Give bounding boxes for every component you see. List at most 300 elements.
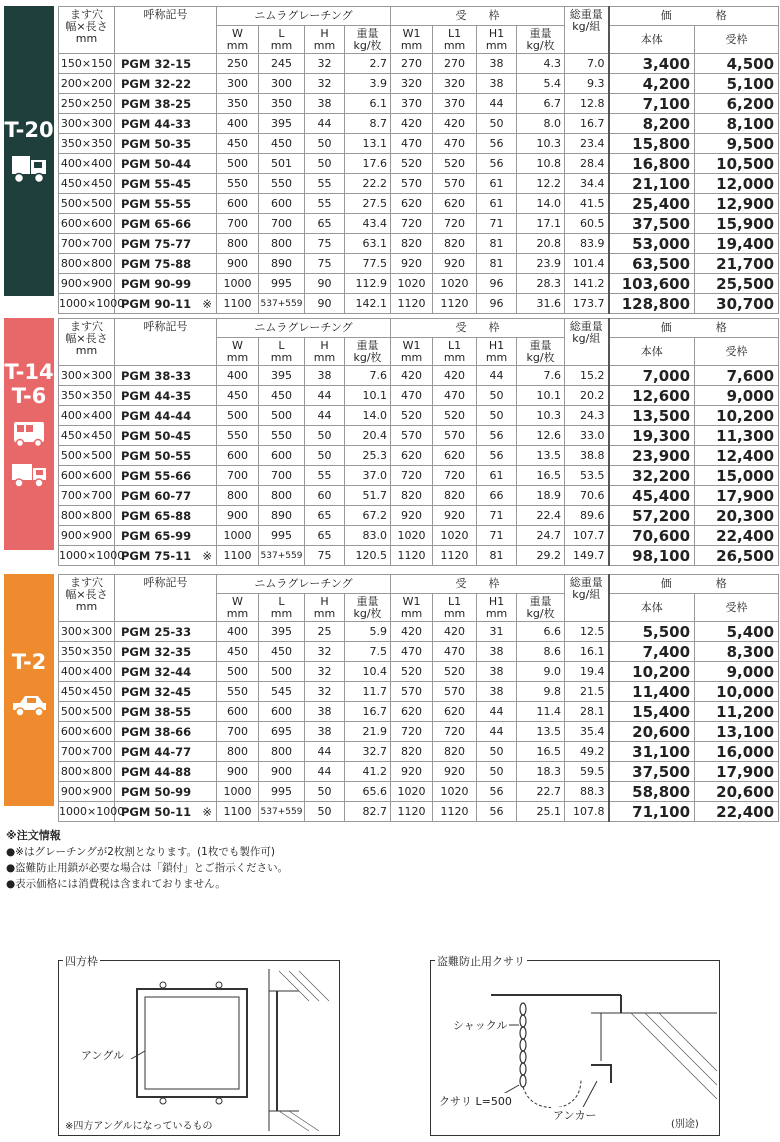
frame-price-cell: 5,400 — [695, 622, 779, 642]
length-cell: 300 — [259, 74, 305, 94]
frame-height-cell: 96 — [477, 274, 517, 294]
length-cell: 245 — [259, 54, 305, 74]
width-cell: 500 — [217, 154, 259, 174]
height-cell: 65 — [305, 506, 345, 526]
height-cell: 55 — [305, 174, 345, 194]
header-grating: ニムラグレーチング — [217, 7, 391, 26]
weight-cell: 16.7 — [345, 702, 391, 722]
hole-size-cell: 700×700 — [59, 234, 115, 254]
header-l1: L1 mm — [433, 338, 477, 366]
frame-width-cell: 520 — [391, 662, 433, 682]
total-weight-cell: 16.1 — [565, 642, 609, 662]
width-cell: 800 — [217, 486, 259, 506]
frame-weight-cell: 4.3 — [517, 54, 565, 74]
frame-length-cell: 370 — [433, 94, 477, 114]
length-cell: 500 — [259, 406, 305, 426]
frame-width-cell: 420 — [391, 114, 433, 134]
hole-size-cell: 350×350 — [59, 134, 115, 154]
frame-length-cell: 620 — [433, 446, 477, 466]
weight-cell: 8.7 — [345, 114, 391, 134]
table-row — [59, 642, 779, 662]
product-code-cell — [115, 546, 217, 566]
width-cell: 700 — [217, 214, 259, 234]
frame-length-cell: 1120 — [433, 546, 477, 566]
load-class-label: T-14 T-6 — [4, 360, 54, 408]
header-code: 呼称記号 — [115, 7, 217, 54]
width-cell: 1000 — [217, 526, 259, 546]
product-code: PGM 44-33 — [121, 116, 192, 131]
frame-height-cell: 44 — [477, 702, 517, 722]
body-price-cell: 13,500 — [609, 406, 695, 426]
total-weight-cell: 38.8 — [565, 446, 609, 466]
notes-title: ※注文情報 — [6, 829, 61, 842]
table-row — [59, 154, 779, 174]
frame-weight-cell: 10.8 — [517, 154, 565, 174]
frame-price-cell: 9,000 — [695, 662, 779, 682]
weight-cell: 27.5 — [345, 194, 391, 214]
total-weight-cell: 59.5 — [565, 762, 609, 782]
table-row — [59, 702, 779, 722]
total-weight-cell: 21.5 — [565, 682, 609, 702]
total-weight-cell: 101.4 — [565, 254, 609, 274]
hole-size-cell: 700×700 — [59, 742, 115, 762]
frame-width-cell: 720 — [391, 722, 433, 742]
table-row — [59, 466, 779, 486]
body-price-cell: 21,100 — [609, 174, 695, 194]
header-h1: H1 mm — [477, 338, 517, 366]
header-body-price: 本体 — [609, 338, 695, 366]
height-cell: 50 — [305, 446, 345, 466]
total-weight-cell: 20.2 — [565, 386, 609, 406]
width-cell: 450 — [217, 134, 259, 154]
product-code-cell — [115, 366, 217, 386]
frame-length-cell: 1020 — [433, 782, 477, 802]
frame-price-cell: 11,300 — [695, 426, 779, 446]
body-price-cell: 19,300 — [609, 426, 695, 446]
header-hole-size: ます穴 幅×長さ mm — [59, 319, 115, 366]
body-price-cell: 71,100 — [609, 802, 695, 822]
frame-width-cell: 1020 — [391, 526, 433, 546]
total-weight-cell: 15.2 — [565, 366, 609, 386]
frame-weight-cell: 28.3 — [517, 274, 565, 294]
frame-height-cell: 61 — [477, 194, 517, 214]
height-cell: 44 — [305, 114, 345, 134]
hole-size-cell: 300×300 — [59, 366, 115, 386]
load-class-bar — [4, 318, 54, 550]
weight-cell: 14.0 — [345, 406, 391, 426]
frame-caption: ※四方アングルになっているもの — [63, 1117, 214, 1132]
frame-price-cell: 12,400 — [695, 446, 779, 466]
width-cell: 550 — [217, 426, 259, 446]
weight-cell: 32.7 — [345, 742, 391, 762]
frame-weight-cell: 8.6 — [517, 642, 565, 662]
frame-weight-cell: 10.1 — [517, 386, 565, 406]
product-code: PGM 55-55 — [121, 196, 192, 211]
product-code-cell — [115, 426, 217, 446]
header-code: 呼称記号 — [115, 575, 217, 622]
hole-size-cell: 350×350 — [59, 386, 115, 406]
hole-size-cell: 900×900 — [59, 274, 115, 294]
height-cell: 44 — [305, 386, 345, 406]
frame-weight-cell: 10.3 — [517, 406, 565, 426]
product-code-cell — [115, 114, 217, 134]
frame-weight-cell: 12.6 — [517, 426, 565, 446]
body-price-cell: 4,200 — [609, 74, 695, 94]
frame-weight-cell: 13.5 — [517, 722, 565, 742]
width-cell: 700 — [217, 722, 259, 742]
frame-height-cell: 56 — [477, 446, 517, 466]
height-cell: 38 — [305, 366, 345, 386]
height-cell: 50 — [305, 426, 345, 446]
frame-height-cell: 56 — [477, 782, 517, 802]
product-code: PGM 90-99 — [121, 276, 192, 291]
header-l: L mm — [259, 26, 305, 54]
width-cell: 800 — [217, 234, 259, 254]
header-total-weight: 総重量 kg/組 — [565, 575, 609, 622]
body-price-cell: 7,000 — [609, 366, 695, 386]
car-icon — [10, 690, 48, 720]
length-cell: 545 — [259, 682, 305, 702]
table-row — [59, 94, 779, 114]
header-h1: H1 mm — [477, 594, 517, 622]
hole-size-cell: 350×350 — [59, 642, 115, 662]
weight-cell: 10.4 — [345, 662, 391, 682]
height-cell: 32 — [305, 662, 345, 682]
product-code-cell — [115, 74, 217, 94]
hole-size-cell: 250×250 — [59, 94, 115, 114]
header-frame-price: 受枠 — [695, 338, 779, 366]
hole-size-cell: 600×600 — [59, 466, 115, 486]
length-cell: 350 — [259, 94, 305, 114]
frame-length-cell: 1020 — [433, 526, 477, 546]
frame-length-cell: 470 — [433, 386, 477, 406]
height-cell: 32 — [305, 54, 345, 74]
hole-size-cell: 450×450 — [59, 426, 115, 446]
body-price-cell: 70,600 — [609, 526, 695, 546]
weight-cell: 6.1 — [345, 94, 391, 114]
table-row — [59, 742, 779, 762]
weight-cell: 63.1 — [345, 234, 391, 254]
weight-cell: 37.0 — [345, 466, 391, 486]
table-row — [59, 366, 779, 386]
header-w: W mm — [217, 594, 259, 622]
spec-table-t14-t6 — [58, 318, 779, 566]
length-cell: 700 — [259, 466, 305, 486]
product-code-cell — [115, 622, 217, 642]
length-cell: 995 — [259, 782, 305, 802]
frame-price-cell: 15,900 — [695, 214, 779, 234]
length-cell: 800 — [259, 234, 305, 254]
product-code: PGM 75-77 — [121, 236, 192, 251]
width-cell: 250 — [217, 54, 259, 74]
frame-width-cell: 1120 — [391, 546, 433, 566]
total-weight-cell: 28.1 — [565, 702, 609, 722]
weight-cell: 67.2 — [345, 506, 391, 526]
frame-length-cell: 1120 — [433, 294, 477, 314]
product-code: PGM 32-22 — [121, 76, 192, 91]
weight-cell: 5.9 — [345, 622, 391, 642]
product-code-cell — [115, 702, 217, 722]
frame-price-cell: 26,500 — [695, 546, 779, 566]
frame-price-cell: 12,000 — [695, 174, 779, 194]
split-mark: ※ — [202, 296, 212, 311]
frame-length-cell: 920 — [433, 506, 477, 526]
product-code: PGM 50-45 — [121, 428, 192, 443]
header-l1: L1 mm — [433, 26, 477, 54]
frame-weight-cell: 18.9 — [517, 486, 565, 506]
frame-width-cell: 270 — [391, 54, 433, 74]
height-cell: 50 — [305, 802, 345, 822]
frame-height-cell: 96 — [477, 294, 517, 314]
frame-weight-cell: 12.2 — [517, 174, 565, 194]
bus-icon — [12, 420, 46, 448]
length-cell: 600 — [259, 702, 305, 722]
width-cell: 350 — [217, 94, 259, 114]
weight-cell: 142.1 — [345, 294, 391, 314]
header-price: 価 格 — [609, 7, 779, 26]
total-weight-cell: 53.5 — [565, 466, 609, 486]
frame-width-cell: 920 — [391, 762, 433, 782]
frame-length-cell: 620 — [433, 702, 477, 722]
hole-size-cell: 500×500 — [59, 702, 115, 722]
header-frame: 受 枠 — [391, 319, 565, 338]
note-item: ●※はグレーチングが2枚割となります。(1枚でも製作可) — [6, 846, 275, 858]
frame-width-cell: 320 — [391, 74, 433, 94]
body-price-cell: 3,400 — [609, 54, 695, 74]
body-price-cell: 11,400 — [609, 682, 695, 702]
weight-cell: 7.6 — [345, 366, 391, 386]
table-row — [59, 194, 779, 214]
table-row — [59, 506, 779, 526]
body-price-cell: 45,400 — [609, 486, 695, 506]
width-cell: 300 — [217, 74, 259, 94]
frame-weight-cell: 31.6 — [517, 294, 565, 314]
product-code: PGM 44-88 — [121, 764, 192, 779]
frame-price-cell: 11,200 — [695, 702, 779, 722]
width-cell: 700 — [217, 466, 259, 486]
height-cell: 44 — [305, 742, 345, 762]
weight-cell: 82.7 — [345, 802, 391, 822]
table-row — [59, 254, 779, 274]
height-cell: 44 — [305, 762, 345, 782]
header-weight: 重量 kg/枚 — [345, 594, 391, 622]
weight-cell: 77.5 — [345, 254, 391, 274]
height-cell: 55 — [305, 466, 345, 486]
total-weight-cell: 83.9 — [565, 234, 609, 254]
frame-height-cell: 38 — [477, 662, 517, 682]
total-weight-cell: 141.2 — [565, 274, 609, 294]
product-code-cell — [115, 682, 217, 702]
length-cell: 700 — [259, 214, 305, 234]
frame-length-cell: 470 — [433, 134, 477, 154]
height-cell: 32 — [305, 642, 345, 662]
weight-cell: 20.4 — [345, 426, 391, 446]
header-frame: 受 枠 — [391, 7, 565, 26]
body-price-cell: 16,800 — [609, 154, 695, 174]
product-code: PGM 55-45 — [121, 176, 192, 191]
frame-width-cell: 470 — [391, 134, 433, 154]
header-w1: W1 mm — [391, 26, 433, 54]
weight-cell: 51.7 — [345, 486, 391, 506]
total-weight-cell: 12.5 — [565, 622, 609, 642]
product-code: PGM 65-99 — [121, 528, 192, 543]
header-h: H mm — [305, 338, 345, 366]
body-price-cell: 15,800 — [609, 134, 695, 154]
body-price-cell: 10,200 — [609, 662, 695, 682]
frame-height-cell: 71 — [477, 526, 517, 546]
frame-width-cell: 920 — [391, 506, 433, 526]
product-code: PGM 32-44 — [121, 664, 192, 679]
height-cell: 32 — [305, 682, 345, 702]
frame-price-cell: 17,900 — [695, 486, 779, 506]
frame-length-cell: 820 — [433, 234, 477, 254]
total-weight-cell: 23.4 — [565, 134, 609, 154]
frame-price-cell: 25,500 — [695, 274, 779, 294]
table-row — [59, 54, 779, 74]
body-price-cell: 128,800 — [609, 294, 695, 314]
body-price-cell: 32,200 — [609, 466, 695, 486]
product-code-cell — [115, 782, 217, 802]
frame-weight-cell: 16.5 — [517, 742, 565, 762]
frame-width-cell: 570 — [391, 426, 433, 446]
hole-size-cell: 700×700 — [59, 486, 115, 506]
frame-price-cell: 17,900 — [695, 762, 779, 782]
load-class-bar — [4, 6, 54, 296]
header-l1: L1 mm — [433, 594, 477, 622]
table-row — [59, 134, 779, 154]
hole-size-cell: 600×600 — [59, 214, 115, 234]
product-code: PGM 38-55 — [121, 704, 192, 719]
frame-height-cell: 50 — [477, 406, 517, 426]
frame-height-cell: 31 — [477, 622, 517, 642]
header-code: 呼称記号 — [115, 319, 217, 366]
header-hole-size: ます穴 幅×長さ mm — [59, 7, 115, 54]
frame-width-cell: 920 — [391, 254, 433, 274]
length-cell: 890 — [259, 254, 305, 274]
product-code-cell — [115, 254, 217, 274]
frame-length-cell: 570 — [433, 682, 477, 702]
frame-length-cell: 920 — [433, 762, 477, 782]
frame-length-cell: 470 — [433, 642, 477, 662]
length-cell: 450 — [259, 642, 305, 662]
product-code-cell — [115, 54, 217, 74]
frame-width-cell: 520 — [391, 154, 433, 174]
frame-height-cell: 38 — [477, 642, 517, 662]
frame-weight-cell: 22.7 — [517, 782, 565, 802]
body-price-cell: 7,400 — [609, 642, 695, 662]
frame-width-cell: 520 — [391, 406, 433, 426]
product-code-cell — [115, 486, 217, 506]
width-cell: 600 — [217, 702, 259, 722]
hole-size-cell: 500×500 — [59, 446, 115, 466]
frame-height-cell: 38 — [477, 74, 517, 94]
frame-width-cell: 620 — [391, 194, 433, 214]
hole-size-cell: 400×400 — [59, 406, 115, 426]
header-row — [59, 575, 779, 594]
frame-weight-cell: 18.3 — [517, 762, 565, 782]
frame-price-cell: 9,500 — [695, 134, 779, 154]
header-fweight: 重量 kg/枚 — [517, 26, 565, 54]
table-row — [59, 386, 779, 406]
frame-height-cell: 61 — [477, 174, 517, 194]
weight-cell: 43.4 — [345, 214, 391, 234]
width-cell: 900 — [217, 762, 259, 782]
width-cell: 600 — [217, 446, 259, 466]
frame-length-cell: 720 — [433, 722, 477, 742]
weight-cell: 7.5 — [345, 642, 391, 662]
product-code: PGM 38-33 — [121, 368, 192, 383]
body-price-cell: 20,600 — [609, 722, 695, 742]
hole-size-cell: 150×150 — [59, 54, 115, 74]
frame-price-cell: 22,400 — [695, 526, 779, 546]
product-code-cell — [115, 506, 217, 526]
table-row — [59, 486, 779, 506]
hole-size-cell: 900×900 — [59, 526, 115, 546]
length-cell: 537+559 — [259, 294, 305, 314]
table-row — [59, 274, 779, 294]
frame-price-cell: 7,600 — [695, 366, 779, 386]
frame-length-cell: 720 — [433, 466, 477, 486]
length-cell: 695 — [259, 722, 305, 742]
hole-size-cell: 450×450 — [59, 682, 115, 702]
frame-weight-cell: 14.0 — [517, 194, 565, 214]
header-grating: ニムラグレーチング — [217, 575, 391, 594]
frame-length-cell: 920 — [433, 254, 477, 274]
length-cell: 550 — [259, 174, 305, 194]
separate-note: (別途) — [669, 1115, 701, 1130]
header-row — [59, 7, 779, 26]
chain-length-label: クサリ L=500 — [439, 1095, 512, 1108]
product-code: PGM 38-25 — [121, 96, 192, 111]
chain-diagram — [430, 955, 720, 1136]
frame-length-cell: 420 — [433, 366, 477, 386]
frame-height-cell: 61 — [477, 466, 517, 486]
height-cell: 50 — [305, 782, 345, 802]
frame-length-cell: 570 — [433, 174, 477, 194]
table-row — [59, 294, 779, 314]
frame-price-cell: 8,100 — [695, 114, 779, 134]
length-cell: 600 — [259, 194, 305, 214]
frame-price-cell: 9,000 — [695, 386, 779, 406]
frame-weight-cell: 9.0 — [517, 662, 565, 682]
table-row — [59, 174, 779, 194]
header-body-price: 本体 — [609, 594, 695, 622]
frame-price-cell: 5,100 — [695, 74, 779, 94]
frame-length-cell: 320 — [433, 74, 477, 94]
product-code-cell — [115, 526, 217, 546]
header-fweight: 重量 kg/枚 — [517, 594, 565, 622]
hole-size-cell: 200×200 — [59, 74, 115, 94]
frame-width-cell: 570 — [391, 174, 433, 194]
total-weight-cell: 34.4 — [565, 174, 609, 194]
frame-height-cell: 56 — [477, 134, 517, 154]
height-cell: 90 — [305, 274, 345, 294]
order-notes — [6, 828, 288, 892]
frame-price-cell: 10,200 — [695, 406, 779, 426]
product-code-cell — [115, 134, 217, 154]
total-weight-cell: 19.4 — [565, 662, 609, 682]
product-code-cell — [115, 642, 217, 662]
product-code: PGM 65-88 — [121, 508, 192, 523]
table-row — [59, 622, 779, 642]
frame-price-cell: 13,100 — [695, 722, 779, 742]
frame-length-cell: 520 — [433, 406, 477, 426]
shackle-label: シャックル — [453, 1019, 508, 1032]
frame-height-cell: 71 — [477, 214, 517, 234]
product-code: PGM 32-45 — [121, 684, 192, 699]
table-row — [59, 426, 779, 446]
frame-price-cell: 10,000 — [695, 682, 779, 702]
